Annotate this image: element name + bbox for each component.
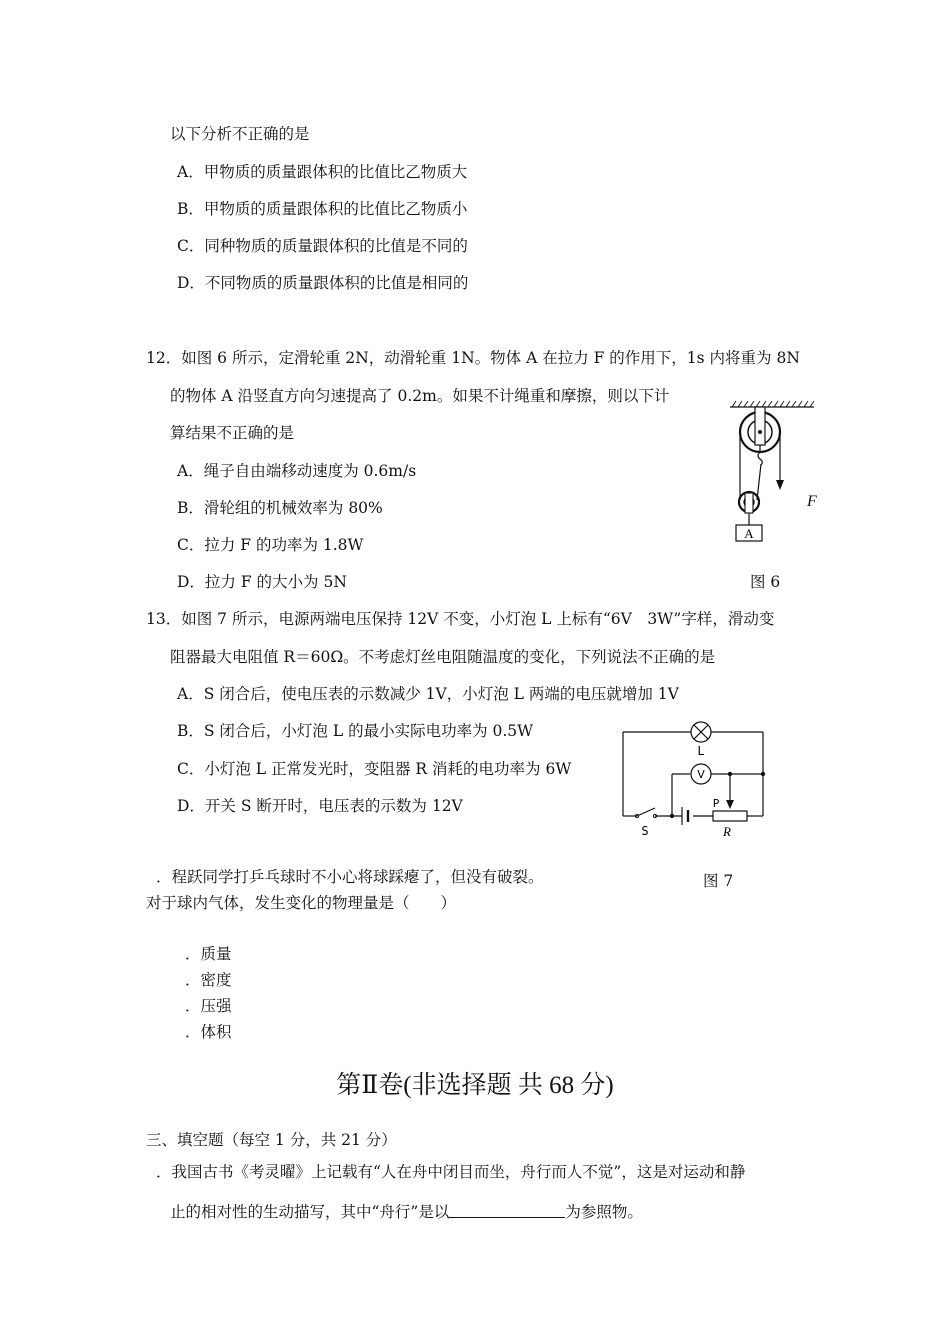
slider-label: P bbox=[712, 797, 720, 810]
q12-option-a: A．绳子自由端移动速度为 0.6m/s bbox=[177, 462, 417, 480]
q12-option-d: D．拉力 F 的大小为 5N bbox=[177, 573, 347, 591]
q11-option-b: B．甲物质的质量跟体积的比值比乙物质小 bbox=[177, 200, 468, 218]
q11-option-a: A．甲物质的质量跟体积的比值比乙物质大 bbox=[177, 163, 468, 181]
voltmeter-label: V bbox=[697, 768, 705, 781]
q13-option-b: B．S 闭合后，小灯泡 L 的最小实际电功率为 0.5W bbox=[177, 722, 534, 740]
q14-option-c: ．压强 bbox=[185, 997, 232, 1015]
q11-option-d: D．不同物质的质量跟体积的比值是相同的 bbox=[177, 274, 469, 292]
q11-option-c: C．同种物质的质量跟体积的比值是不同的 bbox=[177, 237, 468, 255]
q14-line2: 对于球内气体，发生变化的物理量是（ ） bbox=[146, 894, 457, 912]
q13-option-c: C．小灯泡 L 正常发光时，变阻器 R 消耗的电功率为 6W bbox=[177, 760, 572, 778]
section-title: 第Ⅱ卷(非选择题 共 68 分) bbox=[336, 1072, 614, 1099]
lamp-label: L bbox=[697, 744, 705, 758]
figure-7-caption: 图 7 bbox=[703, 872, 734, 890]
section-heading: 三、填空题（每空 1 分，共 21 分） bbox=[146, 1131, 397, 1149]
q15-line1: ．我国古书《考灵曜》上记载有“人在舟中闭目而坐，舟行而人不觉”，这是对运动和静 bbox=[156, 1163, 746, 1181]
block-a-label: A bbox=[744, 526, 754, 541]
q11-stem-tail: 以下分析不正确的是 bbox=[170, 125, 310, 143]
q14-option-d: ．体积 bbox=[185, 1023, 232, 1041]
circuit-figure bbox=[615, 715, 775, 843]
q12-line1: 12．如图 6 所示，定滑轮重 2N，动滑轮重 1N。物体 A 在拉力 F 的作用下，1s 内将重为 8N bbox=[146, 349, 800, 367]
q12-line2: 的物体 A 沿竖直方向匀速提高了 0.2m。如果不计绳重和摩擦，则以下计 bbox=[170, 387, 670, 405]
q14-option-a: ．质量 bbox=[185, 945, 232, 963]
q14-line1: ．程跃同学打乒乓球时不小心将球踩瘪了，但没有破裂。 bbox=[156, 868, 544, 886]
q12-option-c: C．拉力 F 的功率为 1.8W bbox=[177, 536, 364, 554]
q12-option-b: B．滑轮组的机械效率为 80% bbox=[177, 499, 383, 517]
q13-option-d: D．开关 S 断开时，电压表的示数为 12V bbox=[177, 797, 463, 815]
q15-line2 bbox=[170, 1203, 643, 1221]
q14-option-b: ．密度 bbox=[185, 971, 232, 989]
q12-line3: 算结果不正确的是 bbox=[170, 424, 295, 442]
answer-blank[interactable] bbox=[449, 1203, 565, 1218]
q13-option-a: A．S 闭合后，使电压表的示数减少 1V，小灯泡 L 两端的电压就增加 1V bbox=[177, 685, 679, 703]
switch-label: S bbox=[641, 824, 649, 838]
q15-line2-before: 止的相对性的生动描写，其中“舟行”是以 bbox=[170, 1203, 450, 1221]
figure-6-caption: 图 6 bbox=[750, 573, 781, 591]
q15-line2-after: 为参照物。 bbox=[565, 1203, 643, 1221]
force-f-label: F bbox=[807, 493, 817, 510]
pulley-figure bbox=[722, 398, 832, 546]
q13-line1: 13．如图 7 所示，电源两端电压保持 12V 不变，小灯泡 L 上标有“6V 3W”字样，滑动变 bbox=[146, 610, 775, 628]
q13-line2: 阻器最大电阻值 R＝60Ω。不考虑灯丝电阻随温度的变化，下列说法不正确的是 bbox=[170, 648, 716, 666]
resistor-label: R bbox=[723, 824, 731, 839]
